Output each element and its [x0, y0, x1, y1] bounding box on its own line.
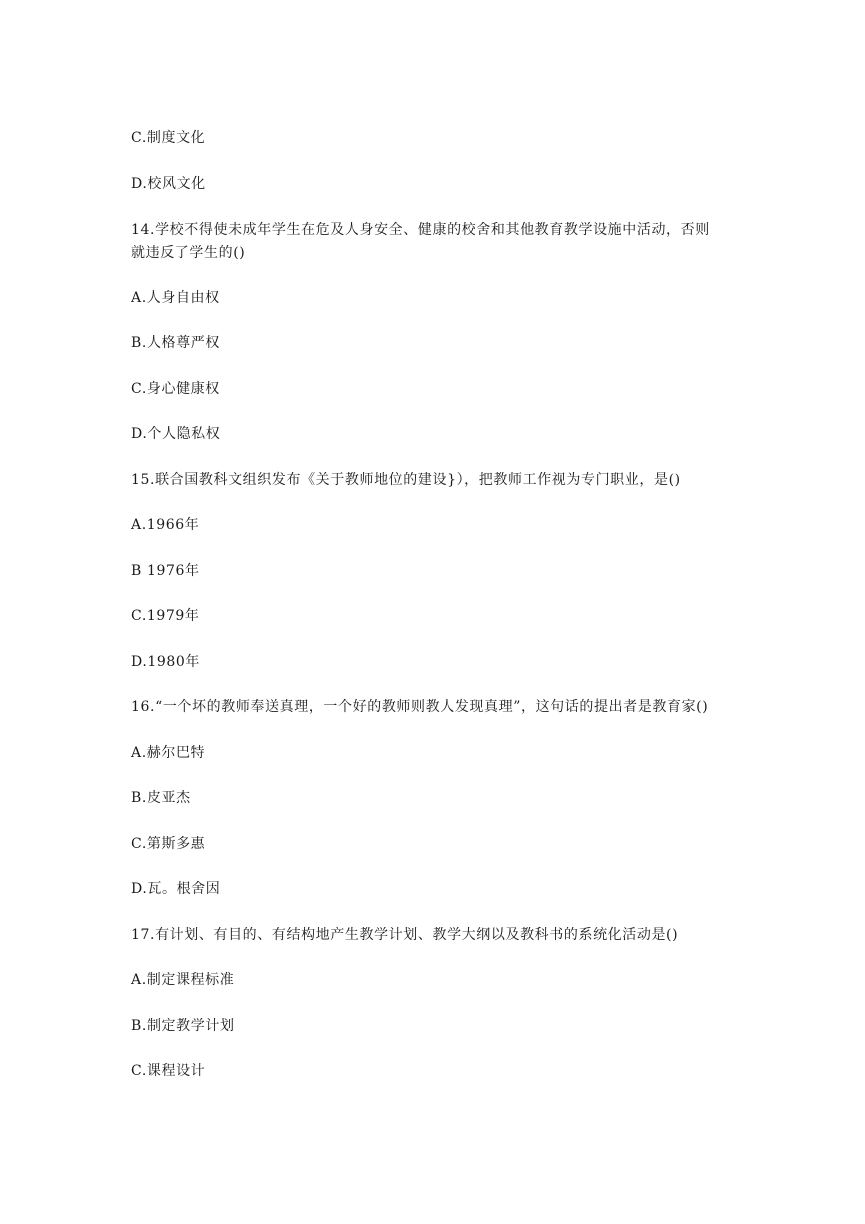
option-16a: A.赫尔巴特 [131, 745, 206, 761]
option-17c: C.课程设计 [131, 1063, 206, 1079]
option-17b: B.制定教学计划 [131, 1018, 235, 1034]
question-15: 15.联合国教科文组织发布《关于教师地位的建设}），把教师工作视为专门职业，是() [131, 472, 681, 488]
option-17a: A.制定课程标准 [131, 972, 235, 988]
question-16: 16.“一个坏的教师奉送真理，一个好的教师则教人发现真理”，这句话的提出者是教育家() [131, 699, 709, 715]
option-13c: C.制度文化 [131, 130, 206, 146]
option-14c: C.身心健康权 [131, 381, 220, 397]
option-16b: B.皮亚杰 [131, 790, 191, 806]
option-14b: B.人格尊严权 [131, 335, 220, 351]
option-13d: D.校风文化 [131, 176, 206, 192]
option-15c: C.1979年 [131, 608, 200, 624]
option-16c: C.第斯多惠 [131, 836, 206, 852]
option-15a: A.1966年 [131, 517, 200, 533]
option-15d: D.1980年 [131, 654, 201, 670]
question-17: 17.有计划、有目的、有结构地产生教学计划、教学大纲以及教科书的系统化活动是() [131, 927, 679, 943]
question-14-line-1: 14.学校不得使未成年学生在危及人身安全、健康的校舍和其他教育教学设施中活动，否则 [131, 222, 710, 238]
option-16d: D.瓦。根舍因 [131, 881, 221, 897]
option-14d: D.个人隐私权 [131, 426, 221, 442]
option-14a: A.人身自由权 [131, 290, 220, 306]
option-15b: B 1976年 [131, 563, 200, 579]
question-14-line-2: 就违反了学生的() [131, 245, 246, 261]
